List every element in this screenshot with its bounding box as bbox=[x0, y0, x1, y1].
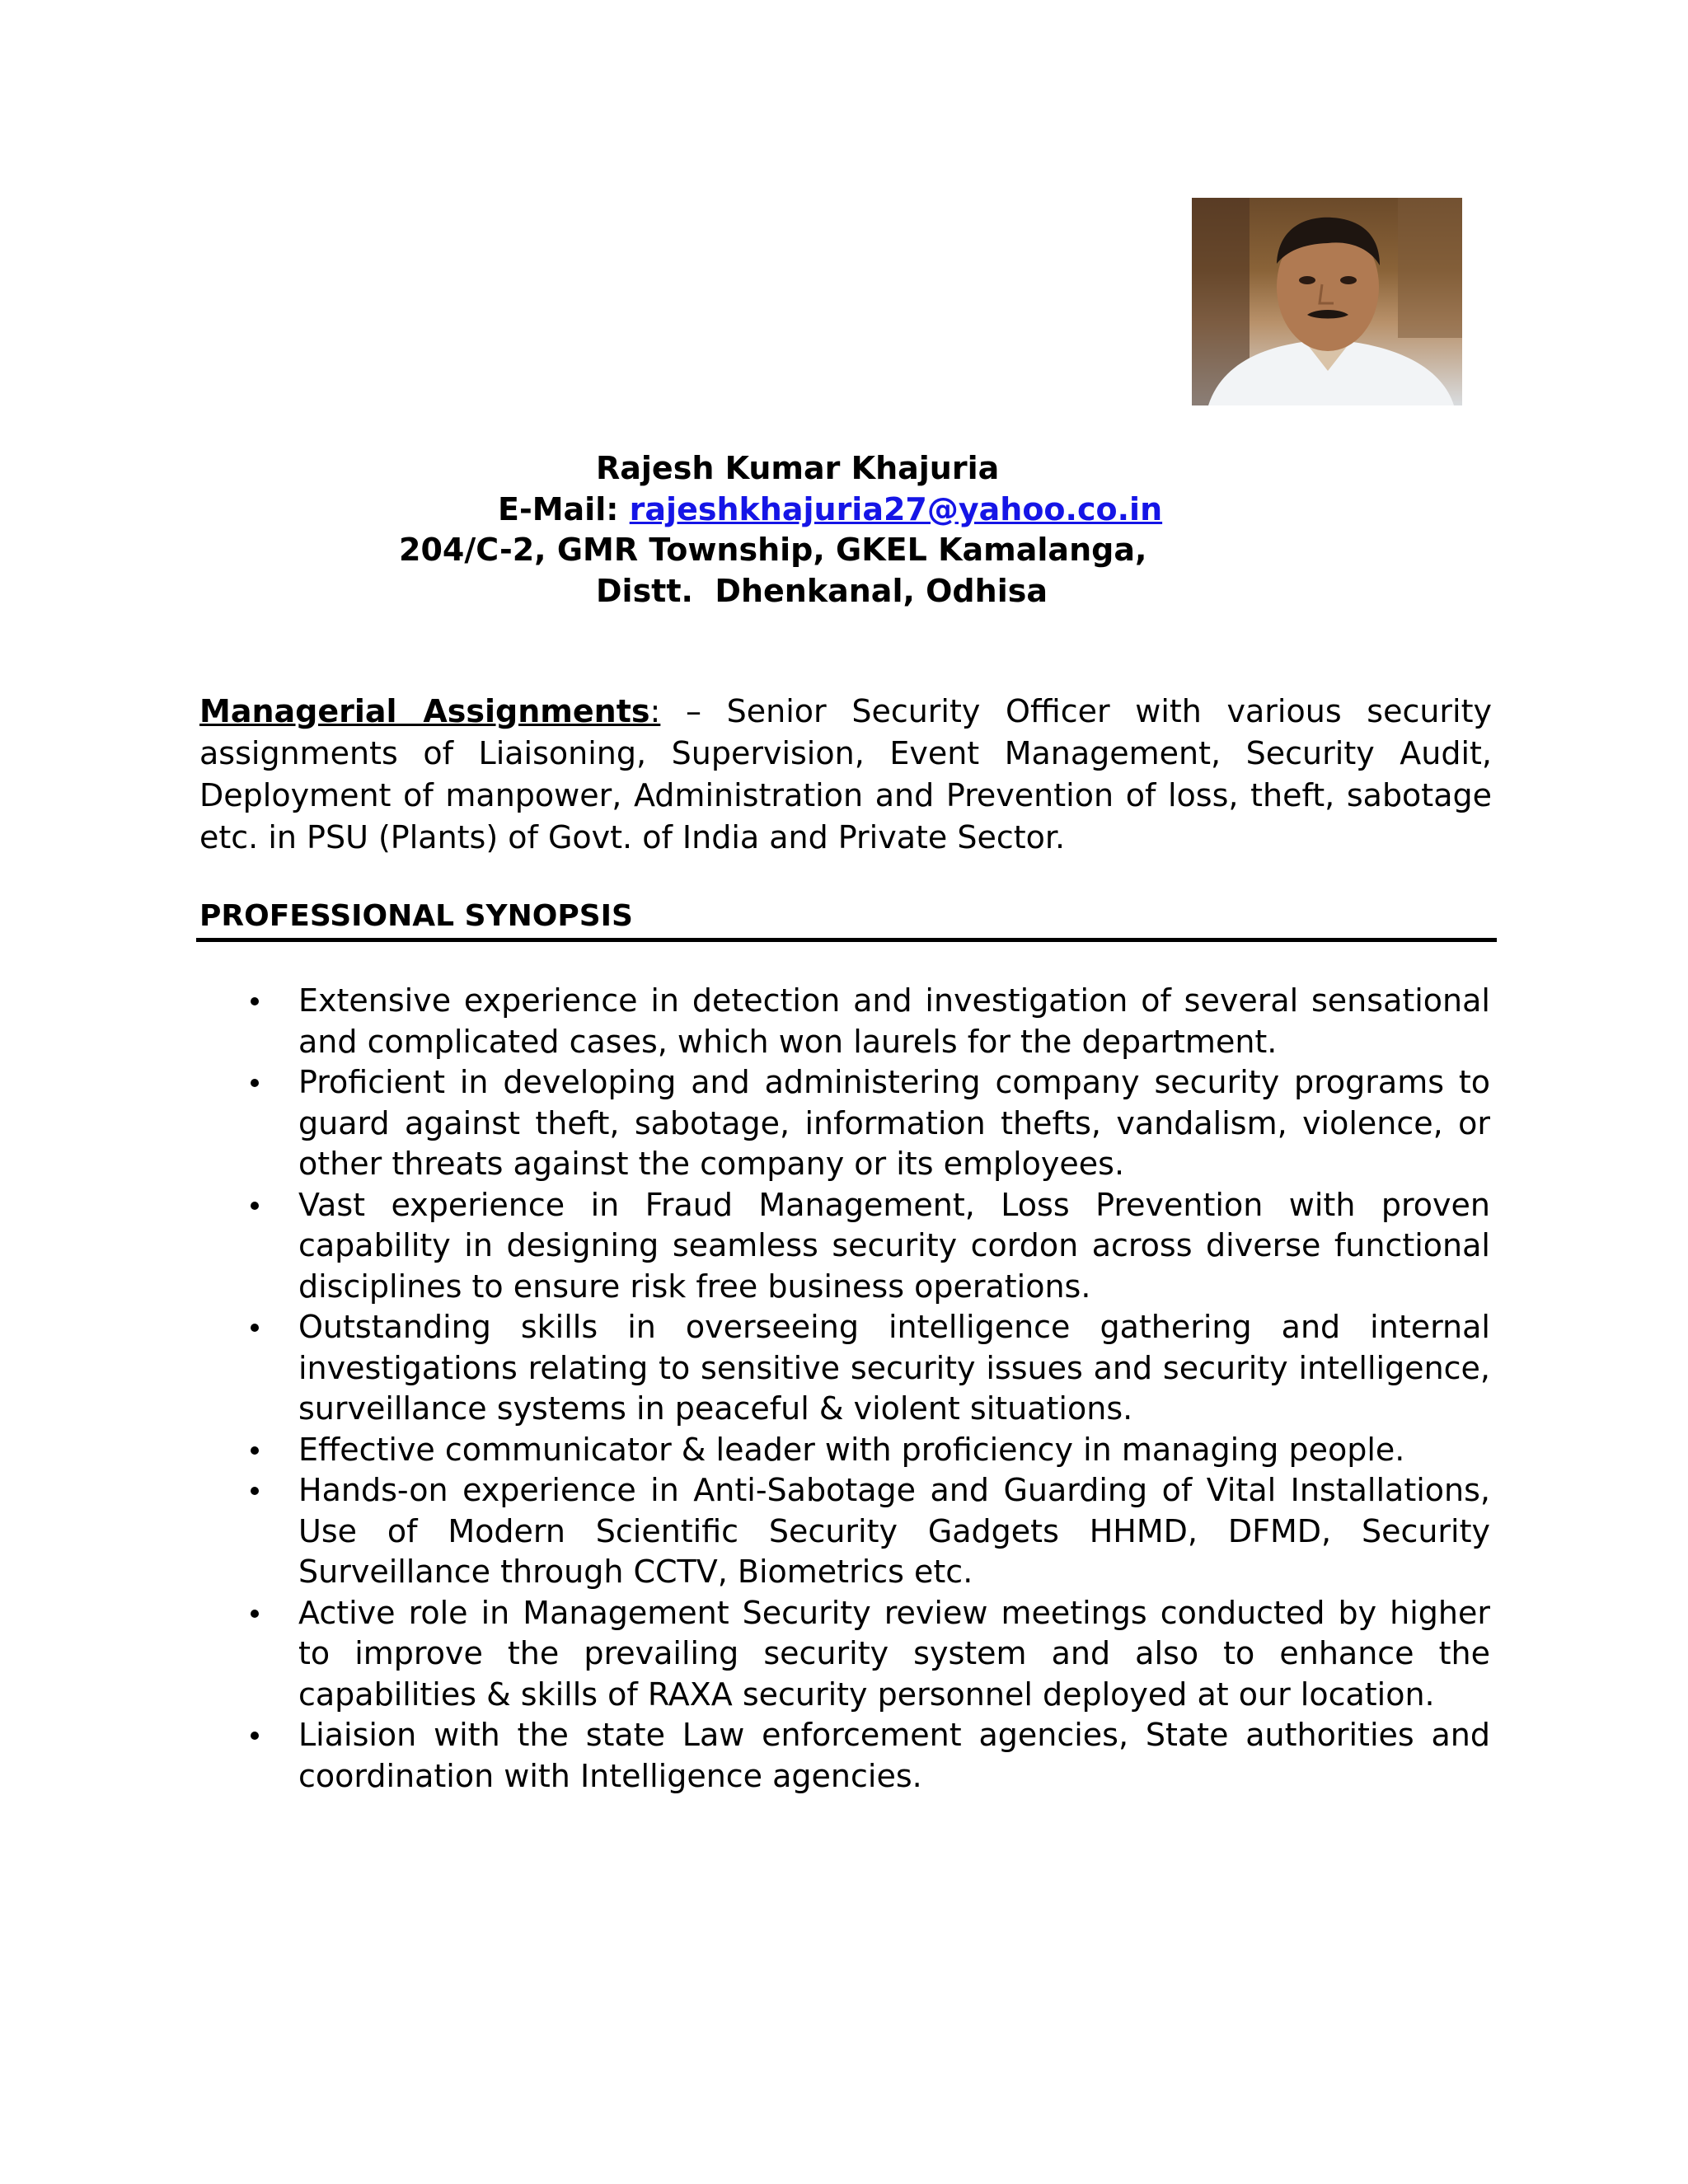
bullet-icon bbox=[251, 997, 259, 1005]
list-item-text: Hands-on experience in Anti-Sabotage and Guarding of Vital Installations, Use of Modern Scientific Security Gadgets HHMD, DFMD, Security Surveillance through CCTV, Biometrics etc. bbox=[298, 1472, 1490, 1590]
managerial-assignments bbox=[199, 691, 1492, 859]
list-item-text: Liaision with the state Law enforcement agencies, State authorities and coordination with Intelligence agencies. bbox=[298, 1717, 1490, 1794]
bullet-icon bbox=[251, 1202, 259, 1210]
list-item bbox=[298, 1185, 1490, 1308]
bullet-icon bbox=[251, 1446, 259, 1455]
bullet-icon bbox=[251, 1079, 259, 1087]
profile-photo bbox=[1192, 198, 1462, 405]
managerial-text: – Senior Security Officer with various security assignments of Liaisoning, Supervision, Event Management, Security Audit, Deployment of manpower, Administration and Prevention of loss, theft, sabotage etc. in PSU (Plants) of Govt. of India and Private Sector. bbox=[199, 693, 1492, 855]
list-item bbox=[298, 1062, 1490, 1185]
section-divider bbox=[196, 938, 1497, 942]
list-item-text: Proficient in developing and administering company security programs to guard against theft, sabotage, information thefts, vandalism, violence, or other threats against the company or its employees. bbox=[298, 1064, 1490, 1182]
bullet-icon bbox=[251, 1487, 259, 1495]
list-item bbox=[298, 1470, 1490, 1593]
managerial-colon: : bbox=[649, 693, 661, 729]
list-item-text: Vast experience in Fraud Management, Loss Prevention with proven capability in designing seamless security cordon across diverse functional disciplines to ensure risk free business operations. bbox=[298, 1186, 1490, 1305]
email-link[interactable]: rajeshkhajuria27@yahoo.co.in bbox=[629, 491, 1163, 527]
list-item-text: Effective communicator & leader with proficiency in managing people. bbox=[298, 1431, 1405, 1468]
person-portrait-icon bbox=[1192, 198, 1462, 405]
list-item bbox=[298, 1593, 1490, 1716]
bullet-icon bbox=[251, 1732, 259, 1740]
bullet-icon bbox=[251, 1324, 259, 1332]
list-item bbox=[298, 1430, 1490, 1471]
section-heading: PROFESSIONAL SYNOPSIS bbox=[199, 899, 633, 933]
address-line-2: Distt. Dhenkanal, Odhisa bbox=[596, 573, 1048, 609]
email-line bbox=[498, 491, 1162, 527]
list-item-text: Active role in Management Security review meetings conducted by higher to improve the prevailing security system and also to enhance the capabilities & skills of RAXA security personnel deployed at our location. bbox=[298, 1594, 1490, 1713]
list-item bbox=[298, 981, 1490, 1062]
address-line-1: 204/C-2, GMR Township, GKEL Kamalanga, bbox=[399, 532, 1147, 568]
email-label: E-Mail: bbox=[498, 491, 619, 527]
list-item bbox=[298, 1307, 1490, 1430]
list-item bbox=[298, 1715, 1490, 1797]
list-item-text: Outstanding skills in overseeing intelligence gathering and internal investigations relating to sensitive security issues and security intelligence, surveillance systems in peaceful & violent situations. bbox=[298, 1309, 1490, 1427]
managerial-label: Managerial Assignments bbox=[199, 693, 650, 729]
candidate-name: Rajesh Kumar Khajuria bbox=[596, 450, 1000, 486]
synopsis-list bbox=[298, 981, 1490, 1797]
list-item-text: Extensive experience in detection and investigation of several sensational and complicated cases, which won laurels for the department. bbox=[298, 982, 1490, 1060]
bullet-icon bbox=[251, 1610, 259, 1618]
